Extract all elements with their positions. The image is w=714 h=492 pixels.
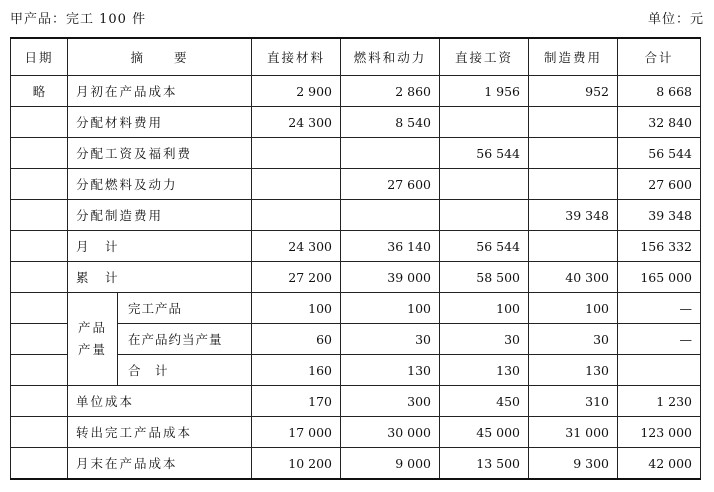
fuel-power-cell: 300 [341, 386, 440, 417]
materials-cell: 2 900 [252, 76, 341, 107]
total-cell: — [618, 293, 701, 324]
col-header-summary: 摘 要 [68, 38, 252, 76]
date-cell [11, 324, 68, 355]
wages-cell: 56 544 [440, 138, 529, 169]
overhead-cell: 952 [529, 76, 618, 107]
summary-cell: 月初在产品成本 [68, 76, 252, 107]
overhead-cell: 39 348 [529, 200, 618, 231]
overhead-cell [529, 231, 618, 262]
fuel-power-cell: 8 540 [341, 107, 440, 138]
fuel-power-cell: 130 [341, 355, 440, 386]
materials-cell: 24 300 [252, 231, 341, 262]
summary-cell: 月末在产品成本 [68, 448, 252, 480]
summary-cell: 分配燃料及动力 [68, 169, 252, 200]
col-header-fuel-power: 燃料和动力 [341, 38, 440, 76]
table-row [11, 262, 701, 293]
materials-cell [252, 138, 341, 169]
wages-cell: 100 [440, 293, 529, 324]
total-cell: 42 000 [618, 448, 701, 480]
fuel-power-cell: 9 000 [341, 448, 440, 480]
table-row [11, 200, 701, 231]
table-row [11, 386, 701, 417]
date-cell [11, 231, 68, 262]
summary-cell: 合 计 [118, 355, 252, 386]
wages-cell [440, 200, 529, 231]
wages-cell: 30 [440, 324, 529, 355]
table-row [11, 169, 701, 200]
total-cell: 32 840 [618, 107, 701, 138]
col-header-date: 日期 [11, 38, 68, 76]
total-cell: 165 000 [618, 262, 701, 293]
summary-cell: 月 计 [68, 231, 252, 262]
product-info: 甲产品：完工 100 件 [10, 12, 147, 27]
total-cell: 123 000 [618, 417, 701, 448]
fuel-power-cell: 100 [341, 293, 440, 324]
wages-cell: 13 500 [440, 448, 529, 480]
date-cell [11, 293, 68, 324]
fuel-power-cell: 36 140 [341, 231, 440, 262]
summary-cell: 累 计 [68, 262, 252, 293]
wages-cell: 450 [440, 386, 529, 417]
fuel-power-cell: 2 860 [341, 76, 440, 107]
total-cell: 39 348 [618, 200, 701, 231]
wages-cell [440, 169, 529, 200]
col-header-overhead: 制造费用 [529, 38, 618, 76]
summary-cell: 分配制造费用 [68, 200, 252, 231]
table-row [11, 448, 701, 480]
total-cell: 1 230 [618, 386, 701, 417]
materials-cell: 100 [252, 293, 341, 324]
total-cell: 8 668 [618, 76, 701, 107]
date-cell [11, 355, 68, 386]
materials-cell [252, 169, 341, 200]
wages-cell: 130 [440, 355, 529, 386]
summary-cell: 分配工资及福利费 [68, 138, 252, 169]
table-row [11, 417, 701, 448]
overhead-cell: 9 300 [529, 448, 618, 480]
overhead-cell: 130 [529, 355, 618, 386]
date-cell [11, 417, 68, 448]
date-cell: 略 [11, 76, 68, 107]
overhead-cell: 100 [529, 293, 618, 324]
total-cell: 27 600 [618, 169, 701, 200]
date-cell [11, 262, 68, 293]
col-header-wages: 直接工资 [440, 38, 529, 76]
materials-cell: 170 [252, 386, 341, 417]
wages-cell: 45 000 [440, 417, 529, 448]
output-group-label-line1: 产品 [77, 320, 107, 335]
overhead-cell: 31 000 [529, 417, 618, 448]
materials-cell: 17 000 [252, 417, 341, 448]
overhead-cell: 40 300 [529, 262, 618, 293]
unit-label: 单位：元 [647, 12, 704, 27]
summary-cell: 分配材料费用 [68, 107, 252, 138]
materials-cell: 27 200 [252, 262, 341, 293]
summary-cell: 在产品约当产量 [118, 324, 252, 355]
col-header-materials: 直接材料 [252, 38, 341, 76]
total-cell: 56 544 [618, 138, 701, 169]
wages-cell: 56 544 [440, 231, 529, 262]
fuel-power-cell: 30 [341, 324, 440, 355]
summary-cell: 转出完工产品成本 [68, 417, 252, 448]
header-row [11, 38, 701, 76]
table-row [11, 293, 701, 324]
output-group-label [68, 293, 118, 386]
date-cell [11, 200, 68, 231]
date-cell [11, 138, 68, 169]
overhead-cell: 30 [529, 324, 618, 355]
wages-cell: 1 956 [440, 76, 529, 107]
date-cell [11, 107, 68, 138]
overhead-cell [529, 107, 618, 138]
total-cell: — [618, 324, 701, 355]
total-cell: 156 332 [618, 231, 701, 262]
wages-cell [440, 107, 529, 138]
total-cell [618, 355, 701, 386]
wages-cell: 58 500 [440, 262, 529, 293]
table-row [11, 138, 701, 169]
date-cell [11, 448, 68, 480]
summary-cell: 单位成本 [68, 386, 252, 417]
fuel-power-cell [341, 138, 440, 169]
materials-cell: 160 [252, 355, 341, 386]
fuel-power-cell: 30 000 [341, 417, 440, 448]
table-row [11, 76, 701, 107]
summary-cell: 完工产品 [118, 293, 252, 324]
date-cell [11, 386, 68, 417]
col-header-total: 合计 [618, 38, 701, 76]
date-cell [11, 169, 68, 200]
cost-calculation-table [10, 37, 701, 480]
table-body [11, 38, 701, 479]
overhead-cell [529, 138, 618, 169]
materials-cell: 24 300 [252, 107, 341, 138]
materials-cell: 10 200 [252, 448, 341, 480]
table-row [11, 107, 701, 138]
materials-cell [252, 200, 341, 231]
materials-cell: 60 [252, 324, 341, 355]
output-group-label-line2: 产量 [77, 342, 107, 357]
table-row [11, 231, 701, 262]
overhead-cell [529, 169, 618, 200]
fuel-power-cell: 27 600 [341, 169, 440, 200]
overhead-cell: 310 [529, 386, 618, 417]
fuel-power-cell [341, 200, 440, 231]
fuel-power-cell: 39 000 [341, 262, 440, 293]
